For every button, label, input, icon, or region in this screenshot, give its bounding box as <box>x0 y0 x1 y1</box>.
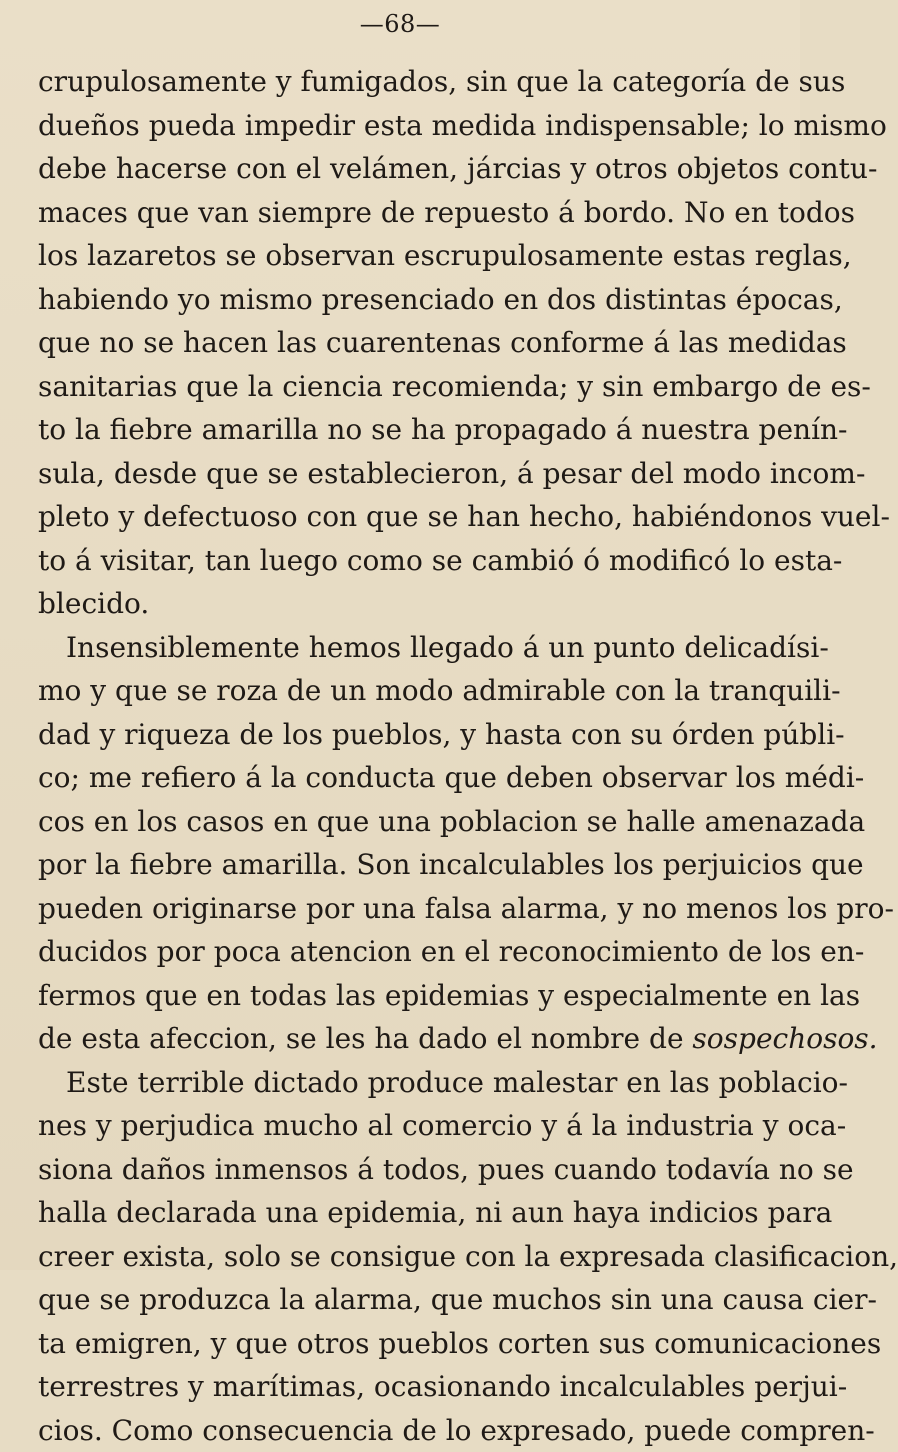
paragraph-start-line: Insensiblemente hemos llegado á un punto delicadísi- <box>38 626 752 670</box>
text-line: pleto y defectuoso con que se han hecho, habiéndonos vuel- <box>38 495 752 539</box>
text-line: creer exista, solo se consigue con la expresada clasificacion, <box>38 1235 752 1279</box>
text-line: los lazaretos se observan escrupulosamente estas reglas, <box>38 234 752 278</box>
text-line: fermos que en todas las epidemias y especialmente en las <box>38 974 752 1018</box>
text-line: terrestres y marítimas, ocasionando incalculables perjui- <box>38 1365 752 1409</box>
text-line: sanitarias que la ciencia recomienda; y sin embargo de es- <box>38 365 752 409</box>
text-line: blecido. <box>38 582 752 626</box>
text-line: cos en los casos en que una poblacion se halle amenazada <box>38 800 752 844</box>
text-line: sula, desde que se establecieron, á pesar del modo incom- <box>38 452 752 496</box>
text-line: que no se hacen las cuarentenas conforme á las medidas <box>38 321 752 365</box>
text-line: dad y riqueza de los pueblos, y hasta con su órden públi- <box>38 713 752 757</box>
text-line: dueños pueda impedir esta medida indispensable; lo mismo <box>38 104 752 148</box>
text-line-lead: de esta afeccion, se les ha dado el nombre de <box>38 1022 692 1055</box>
text-line: maces que van siempre de repuesto á bordo. No en todos <box>38 191 752 235</box>
page-number: —68— <box>0 10 800 38</box>
text-line: debe hacerse con el velámen, járcias y otros objetos contu- <box>38 147 752 191</box>
text-line: crupulosamente y fumigados, sin que la categoría de sus <box>38 60 752 104</box>
text-line: que se produzca la alarma, que muchos sin una causa cier- <box>38 1278 752 1322</box>
text-line: cios. Como consecuencia de lo expresado, puede compren- <box>38 1409 752 1452</box>
text-line-with-italic <box>38 1017 752 1061</box>
body-text <box>38 60 752 1452</box>
text-line: ta emigren, y que otros pueblos corten sus comunicaciones <box>38 1322 752 1366</box>
text-line: pueden originarse por una falsa alarma, y no menos los pro- <box>38 887 752 931</box>
text-line: ducidos por poca atencion en el reconocimiento de los en- <box>38 930 752 974</box>
text-line: siona daños inmensos á todos, pues cuando todavía no se <box>38 1148 752 1192</box>
text-line: to la fiebre amarilla no se ha propagado á nuestra penín- <box>38 408 752 452</box>
text-line: mo y que se roza de un modo admirable con la tranquili- <box>38 669 752 713</box>
text-line: to á visitar, tan luego como se cambió ó modificó lo esta- <box>38 539 752 583</box>
text-line: nes y perjudica mucho al comercio y á la industria y oca- <box>38 1104 752 1148</box>
text-line: halla declarada una epidemia, ni aun haya indicios para <box>38 1191 752 1235</box>
text-line: habiendo yo mismo presenciado en dos distintas épocas, <box>38 278 752 322</box>
italic-term: sospechosos. <box>692 1022 877 1055</box>
text-line: por la fiebre amarilla. Son incalculables los perjuicios que <box>38 843 752 887</box>
text-line: co; me refiero á la conducta que deben observar los médi- <box>38 756 752 800</box>
paragraph-start-line: Este terrible dictado produce malestar en las poblacio- <box>38 1061 752 1105</box>
